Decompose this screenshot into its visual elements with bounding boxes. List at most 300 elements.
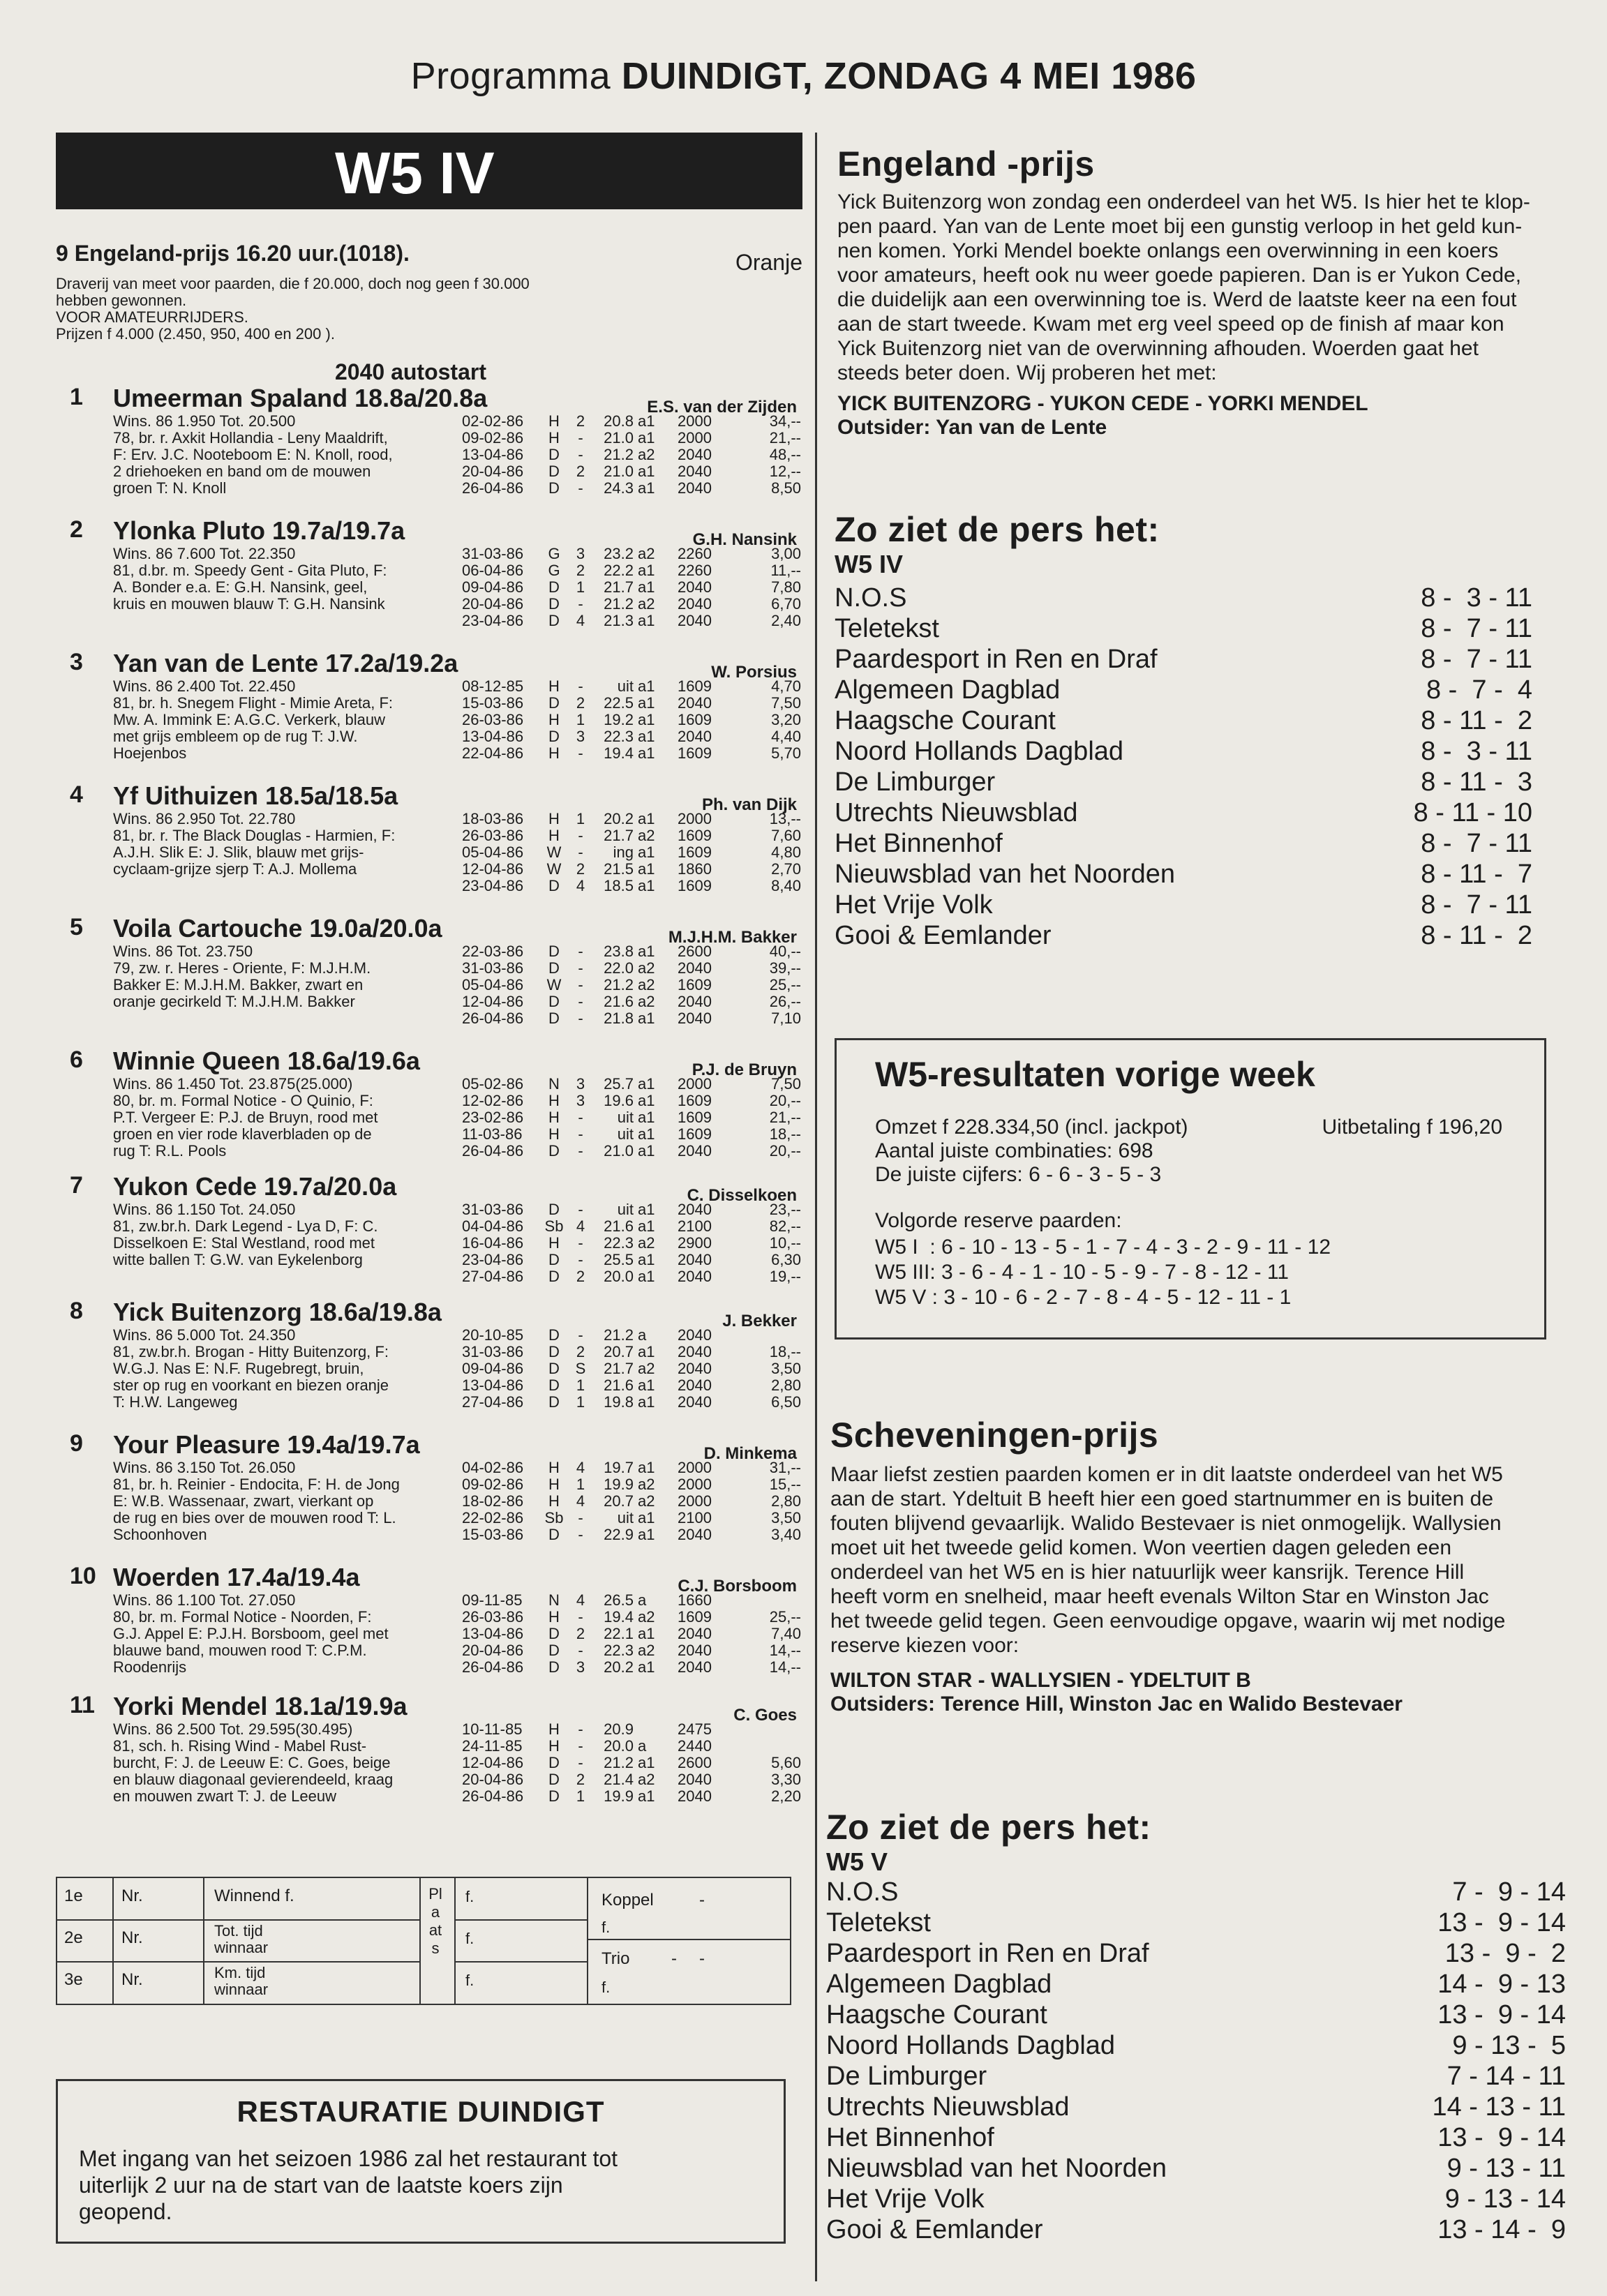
horse-info-line: witte ballen T: G.W. van Eykelenborg xyxy=(113,1251,363,1268)
koppel-label: Koppel xyxy=(601,1891,654,1909)
race-cell: 2040 xyxy=(678,1201,712,1218)
horse-name: Woerden 17.4a/19.4a xyxy=(113,1563,360,1591)
horse-info-line: Wins. 86 1.950 Tot. 20.500 xyxy=(113,412,296,430)
horse-name: Yick Buitenzorg 18.6a/19.8a xyxy=(113,1298,442,1326)
engeland-line: voor amateurs, heeft ook nu weer goede papieren. Dan is er Yukon Cede, xyxy=(837,264,1522,287)
race-cell: - xyxy=(578,677,583,695)
race-cell: 1609 xyxy=(678,677,712,695)
race-row xyxy=(462,1093,801,1109)
horse-info xyxy=(113,1460,504,1543)
race-cell: - xyxy=(578,1509,583,1526)
pers1-list xyxy=(835,583,1532,951)
pers-score: 9 - 13 - 11 xyxy=(1440,2154,1566,2183)
horse-trainer: G.H. Nansink xyxy=(692,530,797,549)
w5-results-box xyxy=(835,1038,1546,1340)
banner xyxy=(56,133,802,209)
race-cell: a1 xyxy=(638,1092,655,1109)
race-cell: 19.2 xyxy=(604,711,634,728)
horse-info-line: 80, br. m. Formal Notice - O Quinio, F: xyxy=(113,1092,373,1109)
koppel-dash: - xyxy=(699,1891,705,1909)
race-row xyxy=(462,1344,801,1360)
race-cell: 8,40 xyxy=(771,877,801,894)
race-row xyxy=(462,745,801,762)
race-cell: a1 xyxy=(638,677,655,695)
race-cell: a1 xyxy=(638,578,655,596)
f-1: f. xyxy=(465,1888,474,1905)
race-cell: 25,-- xyxy=(769,1608,801,1626)
race-cell: 2000 xyxy=(678,1459,712,1476)
race-cell: 4 xyxy=(576,877,585,894)
race-cell: 39,-- xyxy=(769,959,801,977)
race-cell: 3,30 xyxy=(771,1771,801,1788)
race-row xyxy=(462,1510,801,1526)
pers-score: 8 - 11 - 3 xyxy=(1421,767,1532,797)
race-cell xyxy=(712,1592,801,1609)
race-cell: a2 xyxy=(638,1771,655,1788)
horse-entry xyxy=(56,516,802,635)
race-cell: 20.7 xyxy=(604,1492,634,1510)
race-cell: a1 xyxy=(638,860,655,878)
race-cell: 2260 xyxy=(678,562,712,579)
race-row xyxy=(462,546,801,562)
race-cell: 2100 xyxy=(678,1509,712,1526)
scheveningen-line: aan de start. Ydeltuit B heeft hier een goed startnummer en is buiten de xyxy=(830,1487,1494,1510)
race-row xyxy=(462,943,801,960)
horse-entry xyxy=(56,1563,802,1681)
race-heading: 9 Engeland-prijs 16.20 uur.(1018). xyxy=(56,241,410,266)
race-cell: 21.0 xyxy=(604,429,634,447)
race-row xyxy=(462,562,801,579)
race-cell: 2040 xyxy=(678,1658,712,1676)
race-cell: 1 xyxy=(576,1476,585,1493)
race-cell: 31-03-86 xyxy=(462,959,524,977)
race-cell: 1609 xyxy=(678,827,712,844)
race-cell: 2040 xyxy=(678,1771,712,1788)
race-row xyxy=(462,1143,801,1160)
race-cell: 22-02-86 xyxy=(462,1509,524,1526)
race-cell: 20-10-85 xyxy=(462,1326,524,1344)
tot-tijd-label: Tot. tijd winnaar xyxy=(214,1922,269,1956)
race-cell: - xyxy=(578,429,583,447)
race-cell: - xyxy=(578,1526,583,1543)
horse-races xyxy=(462,943,801,1027)
race-cell: 3,00 xyxy=(771,545,801,562)
race-desc-line: VOOR AMATEURRIJDERS. xyxy=(56,308,248,326)
horse-entry xyxy=(56,649,802,767)
race-cell: - xyxy=(578,446,583,463)
race-cell: 21.7 xyxy=(604,578,634,596)
horse-info-line: Wins. 86 Tot. 23.750 xyxy=(113,943,253,960)
race-cell: 10,-- xyxy=(769,1234,801,1252)
scheveningen-line: Maar liefst zestien paarden komen er in dit laatste onderdeel van het W5 xyxy=(830,1463,1503,1486)
horse-info xyxy=(113,1592,504,1676)
race-cell: D xyxy=(548,1625,560,1642)
horse-info-line: oranje gecirkeld T: M.J.H.M. Bakker xyxy=(113,993,355,1010)
horse-number: 6 xyxy=(70,1046,83,1073)
race-row xyxy=(462,977,801,993)
race-cell: 19.8 xyxy=(604,1393,634,1411)
pers-source: Teletekst xyxy=(835,614,939,643)
race-cell: 2600 xyxy=(678,943,712,960)
horse-info-line: Wins. 86 2.950 Tot. 22.780 xyxy=(113,810,296,827)
horse-number: 9 xyxy=(70,1430,83,1457)
race-cell: 2040 xyxy=(678,1326,712,1344)
race-row xyxy=(462,1010,801,1027)
race-cell: H xyxy=(548,1234,560,1252)
race-cell: 23,-- xyxy=(769,1201,801,1218)
horse-info-line: Wins. 86 2.500 Tot. 29.595(30.495) xyxy=(113,1720,353,1738)
race-row xyxy=(462,712,801,728)
pers-source: Haagsche Courant xyxy=(826,2000,1047,2029)
race-cell: 26-03-86 xyxy=(462,1608,524,1626)
race-cell: D xyxy=(548,1251,560,1268)
race-cell: 13,-- xyxy=(769,810,801,827)
race-cell: H xyxy=(548,827,560,844)
race-cell: 7,10 xyxy=(771,1010,801,1027)
race-desc-line: Prijzen f 4.000 (2.450, 950, 400 en 200 ). xyxy=(56,325,335,343)
race-cell: 20.9 xyxy=(604,1720,634,1738)
horse-info-line: 2 driehoeken en band om de mouwen xyxy=(113,463,371,480)
race-cell: a2 xyxy=(638,446,655,463)
pers-score: 14 - 13 - 11 xyxy=(1432,2092,1566,2122)
horse-info-line: met grijs embleem op de rug T: J.W. xyxy=(113,728,358,745)
race-cell: 1609 xyxy=(678,976,712,993)
race-cell: 26.5 xyxy=(604,1591,634,1609)
pers-row xyxy=(826,1877,1566,1907)
race-row xyxy=(462,1592,801,1609)
race-row xyxy=(462,1738,801,1755)
race-cell: a1 xyxy=(638,1393,655,1411)
pers-source: N.O.S xyxy=(835,583,907,613)
race-cell: 31,-- xyxy=(769,1459,801,1476)
horse-info-line: 81, d.br. m. Speedy Gent - Gita Pluto, F: xyxy=(113,562,387,579)
horse-info xyxy=(113,811,504,878)
header-title: DUINDIGT, ZONDAG 4 MEI 1986 xyxy=(621,55,1197,97)
pers-row xyxy=(835,613,1532,644)
horse-info-line: 79, zw. r. Heres - Oriente, F: M.J.H.M. xyxy=(113,959,371,977)
race-row xyxy=(462,844,801,861)
race-color: Oranje xyxy=(735,250,802,275)
pers-row xyxy=(826,2153,1566,2184)
pers-source: Gooi & Eemlander xyxy=(826,2215,1043,2244)
race-cell: a1 xyxy=(638,1509,655,1526)
race-cell: a1 xyxy=(638,1658,655,1676)
race-cell: 2000 xyxy=(678,1476,712,1493)
race-cell: D xyxy=(548,959,560,977)
scheveningen-pick: WILTON STAR - WALLYSIEN - YDELTUIT B xyxy=(830,1669,1251,1692)
scheveningen-text xyxy=(830,1462,1584,1658)
race-cell: 22-04-86 xyxy=(462,744,524,762)
race-cell xyxy=(712,1327,801,1344)
pers-score: 8 - 7 - 11 xyxy=(1421,829,1532,858)
horse-info-line: ster op rug en voorkant en biezen oranje xyxy=(113,1376,389,1394)
w5-combinaties: Aantal juiste combinaties: 698 xyxy=(875,1139,1153,1162)
race-cell: 09-02-86 xyxy=(462,429,524,447)
race-cell: a1 xyxy=(638,711,655,728)
horse-entry xyxy=(56,914,802,1033)
horse-info-line: groen en vier rode klaverbladen op de xyxy=(113,1125,372,1143)
horse-trainer: P.J. de Bruyn xyxy=(692,1060,797,1079)
race-row xyxy=(462,1788,801,1805)
pers-row xyxy=(835,828,1532,859)
race-cell: 7,50 xyxy=(771,1075,801,1093)
pers-source: Teletekst xyxy=(826,1908,931,1937)
horse-trainer: D. Minkema xyxy=(703,1444,797,1463)
race-cell: a2 xyxy=(638,1642,655,1659)
pers-row xyxy=(826,1938,1566,1969)
race-cell: - xyxy=(578,1125,583,1143)
race-cell: D xyxy=(548,877,560,894)
scheveningen-outsider: Outsiders: Terence Hill, Winston Jac en Walido Bestevaer xyxy=(830,1693,1403,1716)
race-cell: 18-02-86 xyxy=(462,1492,524,1510)
race-cell: - xyxy=(578,959,583,977)
race-row xyxy=(462,678,801,695)
race-cell xyxy=(638,1721,666,1738)
race-cell: 6,70 xyxy=(771,595,801,613)
race-row xyxy=(462,613,801,629)
race-cell: 21.6 xyxy=(604,1376,634,1394)
race-cell: uit xyxy=(617,1201,634,1218)
race-cell: 16-04-86 xyxy=(462,1234,524,1252)
race-cell: 19.9 xyxy=(604,1476,634,1493)
pers-source: Het Binnenhof xyxy=(826,2123,994,2152)
horse-trainer: C. Goes xyxy=(733,1706,797,1725)
race-cell: 05-04-86 xyxy=(462,976,524,993)
race-cell: 2040 xyxy=(678,728,712,745)
horse-name: Umeerman Spaland 18.8a/20.8a xyxy=(113,384,488,412)
race-cell: D xyxy=(548,1360,560,1377)
race-cell: - xyxy=(578,843,583,861)
horse-info xyxy=(113,413,504,497)
engeland-pick: YICK BUITENZORG - YUKON CEDE - YORKI MENDEL xyxy=(837,392,1368,415)
race-cell: 2040 xyxy=(678,1642,712,1659)
horse-number: 5 xyxy=(70,914,83,940)
race-cell: 4,70 xyxy=(771,677,801,695)
horse-name: Yan van de Lente 17.2a/19.2a xyxy=(113,649,458,677)
race-cell: 2,40 xyxy=(771,612,801,629)
race-cell: 2 xyxy=(576,1771,585,1788)
race-cell: 1609 xyxy=(678,1109,712,1126)
restaurant-line: uiterlijk 2 uur na de start van de laatste koers zijn xyxy=(79,2173,563,2198)
pers-row xyxy=(835,767,1532,797)
race-cell: a2 xyxy=(638,545,655,562)
race-cell: 09-04-86 xyxy=(462,1360,524,1377)
horse-info xyxy=(113,943,504,1010)
race-cell xyxy=(712,1721,801,1738)
race-cell: 8,50 xyxy=(771,479,801,497)
horse-number: 10 xyxy=(70,1563,96,1589)
engeland-line: pen paard. Yan van de Lente moet bij een gunstig verloop in het geld kun- xyxy=(837,215,1523,238)
pers-source: De Limburger xyxy=(835,767,996,797)
race-cell: a1 xyxy=(638,1376,655,1394)
page-header xyxy=(0,54,1607,98)
race-row xyxy=(462,1377,801,1394)
race-row xyxy=(462,1218,801,1235)
engeland-outsider: Outsider: Yan van de Lente xyxy=(837,416,1107,439)
horse-trainer: E.S. van der Zijden xyxy=(647,398,797,417)
race-cell: 1609 xyxy=(678,744,712,762)
pers-score: 8 - 7 - 11 xyxy=(1421,645,1532,674)
race-cell: 2 xyxy=(576,1625,585,1642)
horse-races xyxy=(462,678,801,762)
horse-trainer: C. Disselkoen xyxy=(687,1186,797,1205)
horse-name: Yorki Mendel 18.1a/19.9a xyxy=(113,1692,408,1720)
race-row xyxy=(462,480,801,497)
race-cell: a1 xyxy=(638,1142,655,1160)
koppel-f: f. xyxy=(601,1919,611,1936)
race-cell: 26,-- xyxy=(769,993,801,1010)
race-cell: 20.0 xyxy=(604,1268,634,1285)
race-cell: 2 xyxy=(576,1343,585,1360)
race-cell: a2 xyxy=(638,1476,655,1493)
race-cell: 02-02-86 xyxy=(462,412,524,430)
race-cell: H xyxy=(548,1476,560,1493)
race-cell: a1 xyxy=(638,1075,655,1093)
race-cell: 4 xyxy=(576,1459,585,1476)
race-cell: 23-04-86 xyxy=(462,1251,524,1268)
race-row xyxy=(462,1626,801,1642)
pers-source: Nieuwsblad van het Noorden xyxy=(826,2154,1167,2183)
pers-source: Het Binnenhof xyxy=(835,829,1003,858)
race-cell: - xyxy=(578,976,583,993)
race-cell: uit xyxy=(617,1125,634,1143)
horse-info-line: F: Erv. J.C. Nooteboom E: N. Knoll, rood, xyxy=(113,446,393,463)
pers-row xyxy=(826,2092,1566,2122)
place-1: 1e xyxy=(64,1886,83,1905)
race-cell: 3,50 xyxy=(771,1360,801,1377)
race-cell: 2 xyxy=(576,463,585,480)
horse-info xyxy=(113,1721,504,1805)
restaurant-line: Met ingang van het seizoen 1986 zal het restaurant tot xyxy=(79,2146,618,2171)
race-cell: 13-04-86 xyxy=(462,1625,524,1642)
horse-entry xyxy=(56,1046,802,1165)
race-cell: 31-03-86 xyxy=(462,545,524,562)
pers-row xyxy=(835,644,1532,675)
race-cell: H xyxy=(548,1737,560,1755)
race-cell: D xyxy=(548,1754,560,1771)
race-cell: 21,-- xyxy=(769,1109,801,1126)
race-cell: a xyxy=(638,1326,647,1344)
race-cell: 20-04-86 xyxy=(462,595,524,613)
race-cell: 2040 xyxy=(678,1360,712,1377)
horse-info-line: blauwe band, mouwen rood T: C.P.M. xyxy=(113,1642,367,1659)
race-cell: 05-02-86 xyxy=(462,1075,524,1093)
race-cell: 26-04-86 xyxy=(462,1787,524,1805)
race-cell: - xyxy=(578,744,583,762)
race-cell: 1609 xyxy=(678,711,712,728)
race-cell: 21.4 xyxy=(604,1771,634,1788)
race-row xyxy=(462,1394,801,1411)
horse-info-line: Schoonhoven xyxy=(113,1526,207,1543)
horse-info-line: Wins. 86 1.450 Tot. 23.875(25.000) xyxy=(113,1075,353,1093)
race-cell: - xyxy=(578,1326,583,1344)
horse-races xyxy=(462,1460,801,1543)
banner-title: W5 IV xyxy=(335,140,495,206)
horse-entry xyxy=(56,1430,802,1549)
race-cell: D xyxy=(548,993,560,1010)
pers-score: 8 - 11 - 7 xyxy=(1421,860,1532,889)
race-cell: D xyxy=(548,1526,560,1543)
horse-name: Voila Cartouche 19.0a/20.0a xyxy=(113,914,442,943)
race-cell: D xyxy=(548,1393,560,1411)
race-cell: D xyxy=(548,1642,560,1659)
pers2-sub: W5 V xyxy=(826,1847,888,1876)
race-cell: - xyxy=(578,1109,583,1126)
race-cell: a1 xyxy=(638,1109,655,1126)
race-cell: a1 xyxy=(638,843,655,861)
race-row xyxy=(462,1327,801,1344)
race-row xyxy=(462,1076,801,1093)
race-cell: 14,-- xyxy=(769,1658,801,1676)
race-cell: uit xyxy=(617,1509,634,1526)
race-cell: 4 xyxy=(576,1591,585,1609)
race-cell: 1660 xyxy=(678,1591,712,1609)
race-cell: H xyxy=(548,1492,560,1510)
pers-source: Nieuwsblad van het Noorden xyxy=(835,860,1175,889)
race-row xyxy=(462,1493,801,1510)
horse-info-line: T: H.W. Langeweg xyxy=(113,1393,238,1411)
horse-name: Your Pleasure 19.4a/19.7a xyxy=(113,1430,420,1459)
race-cell: 2100 xyxy=(678,1217,712,1235)
race-cell: a2 xyxy=(638,1492,655,1510)
race-cell: 19,-- xyxy=(769,1268,801,1285)
race-cell: - xyxy=(578,1251,583,1268)
race-row xyxy=(462,861,801,878)
race-row xyxy=(462,1460,801,1476)
scheveningen-title: Scheveningen-prijs xyxy=(830,1416,1159,1455)
horse-name: Ylonka Pluto 19.7a/19.7a xyxy=(113,516,405,545)
horse-info-line: E: W.B. Wassenaar, zwart, vierkant op xyxy=(113,1492,374,1510)
race-cell: 23.2 xyxy=(604,545,634,562)
race-cell: a1 xyxy=(638,1201,655,1218)
race-cell: 18.5 xyxy=(604,877,634,894)
race-cell: 2040 xyxy=(678,1526,712,1543)
race-cell: 21.0 xyxy=(604,1142,634,1160)
race-cell: D xyxy=(548,1376,560,1394)
race-cell: - xyxy=(578,943,583,960)
header-prefix: Programma xyxy=(410,55,611,97)
pers-source: Paardesport in Ren en Draf xyxy=(835,645,1158,674)
horse-info-line: Wins. 86 1.150 Tot. 24.050 xyxy=(113,1201,296,1218)
race-cell: N xyxy=(548,1591,560,1609)
race-cell: - xyxy=(578,1754,583,1771)
pers-score: 8 - 11 - 2 xyxy=(1421,921,1532,950)
race-cell: 12-04-86 xyxy=(462,993,524,1010)
race-cell: 06-04-86 xyxy=(462,562,524,579)
race-cell: D xyxy=(548,612,560,629)
pers-row xyxy=(826,2030,1566,2061)
race-cell: 2040 xyxy=(678,1268,712,1285)
race-cell: - xyxy=(578,1720,583,1738)
race-cell: 27-04-86 xyxy=(462,1393,524,1411)
scheveningen-line: heeft vorm en snelheid, maar heeft evenals Wilton Star en Winston Jac xyxy=(830,1585,1489,1608)
race-cell: 2,70 xyxy=(771,860,801,878)
horse-info-line: P.T. Vergeer E: P.J. de Bruyn, rood met xyxy=(113,1109,378,1126)
race-cell: 7,40 xyxy=(771,1625,801,1642)
race-row xyxy=(462,1771,801,1788)
horse-name: Yf Uithuizen 18.5a/18.5a xyxy=(113,781,398,810)
race-cell: H xyxy=(548,1092,560,1109)
race-cell: 31-03-86 xyxy=(462,1343,524,1360)
race-cell: 18,-- xyxy=(769,1343,801,1360)
trio-dash-1: - xyxy=(671,1949,677,1968)
race-cell: 26-03-86 xyxy=(462,711,524,728)
race-cell: ing xyxy=(613,843,634,861)
horse-info-line: Wins. 86 7.600 Tot. 22.350 xyxy=(113,545,296,562)
horse-info xyxy=(113,1201,504,1268)
race-cell: 3 xyxy=(576,1658,585,1676)
race-cell: 22.5 xyxy=(604,694,634,712)
